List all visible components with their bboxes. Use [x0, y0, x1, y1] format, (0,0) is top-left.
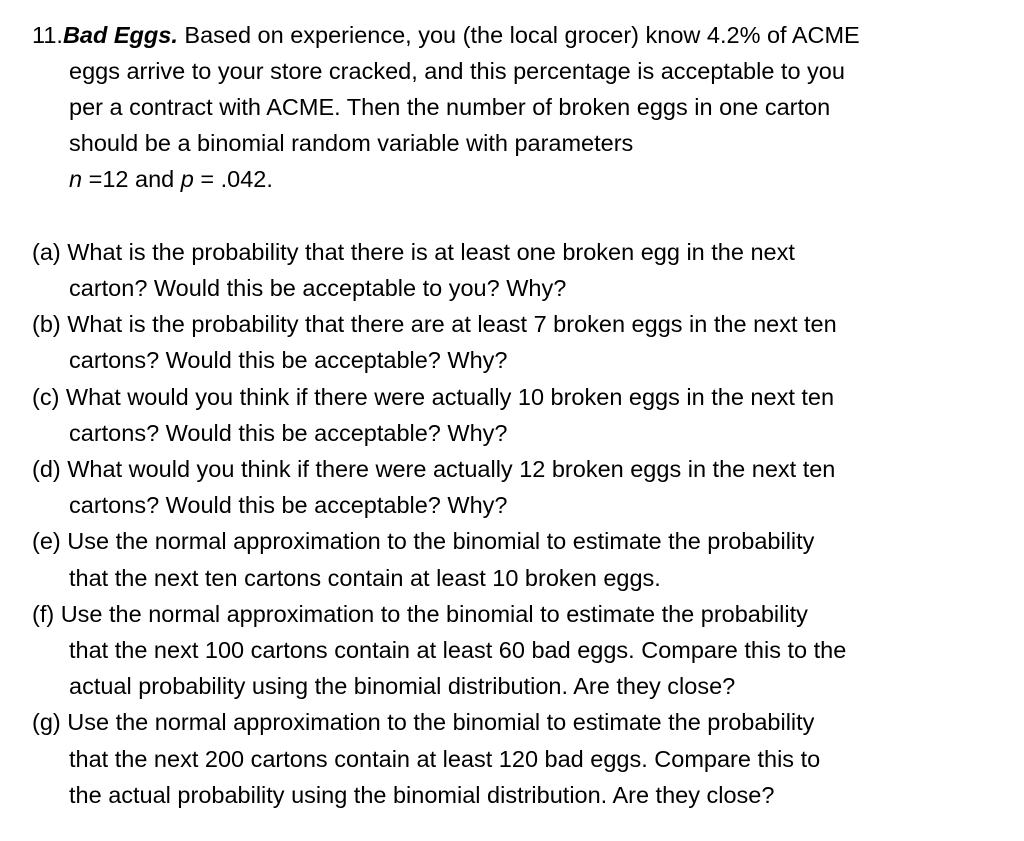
problem-number: 11. [32, 22, 63, 48]
param-p-symbol: p [180, 166, 194, 192]
part-a-line-2: carton? Would this be acceptable to you? Why? [69, 275, 567, 301]
part-d-line-1: (d) What would you think if there were actually 12 broken eggs in the next ten [32, 456, 836, 482]
part-a-line-1: (a) What is the probability that there is at least one broken egg in the next [32, 239, 795, 265]
param-n-text: =12 and [82, 166, 181, 192]
part-g-line-1: (g) Use the normal approximation to the binomial to estimate the probability [32, 709, 815, 735]
part-f-line-2: that the next 100 cartons contain at least 60 bad eggs. Compare this to the [69, 637, 847, 663]
part-f-line-3: actual probability using the binomial distribution. Are they close? [69, 673, 736, 699]
part-e-line-1: (e) Use the normal approximation to the binomial to estimate the probability [32, 528, 815, 554]
intro-line-3: per a contract with ACME. Then the number of broken eggs in one carton [69, 94, 831, 120]
part-d-line-2: cartons? Would this be acceptable? Why? [69, 492, 508, 518]
part-f-line-1: (f) Use the normal approximation to the binomial to estimate the probability [32, 601, 808, 627]
part-g-line-2: that the next 200 cartons contain at least 120 bad eggs. Compare this to [69, 746, 821, 772]
part-g-line-3: the actual probability using the binomial distribution. Are they close? [69, 782, 775, 808]
intro-line-2: eggs arrive to your store cracked, and this percentage is acceptable to you [69, 58, 845, 84]
parameters-line [69, 161, 273, 197]
intro-line-4: should be a binomial random variable with parameters [69, 130, 634, 156]
problem-title: Bad Eggs. [62, 22, 178, 48]
part-b-line-1: (b) What is the probability that there are at least 7 broken eggs in the next ten [32, 311, 837, 337]
param-n-symbol: n [69, 166, 83, 192]
part-c-line-1: (c) What would you think if there were actually 10 broken eggs in the next ten [32, 384, 835, 410]
intro-line-1: Based on experience, you (the local grocer) know 4.2% of ACME [177, 22, 860, 48]
part-b-line-2: cartons? Would this be acceptable? Why? [69, 347, 508, 373]
part-e-line-2: that the next ten cartons contain at least 10 broken eggs. [69, 565, 661, 591]
problem-heading-line [32, 17, 860, 53]
param-p-text: = .042. [193, 166, 273, 192]
part-c-line-2: cartons? Would this be acceptable? Why? [69, 420, 508, 446]
